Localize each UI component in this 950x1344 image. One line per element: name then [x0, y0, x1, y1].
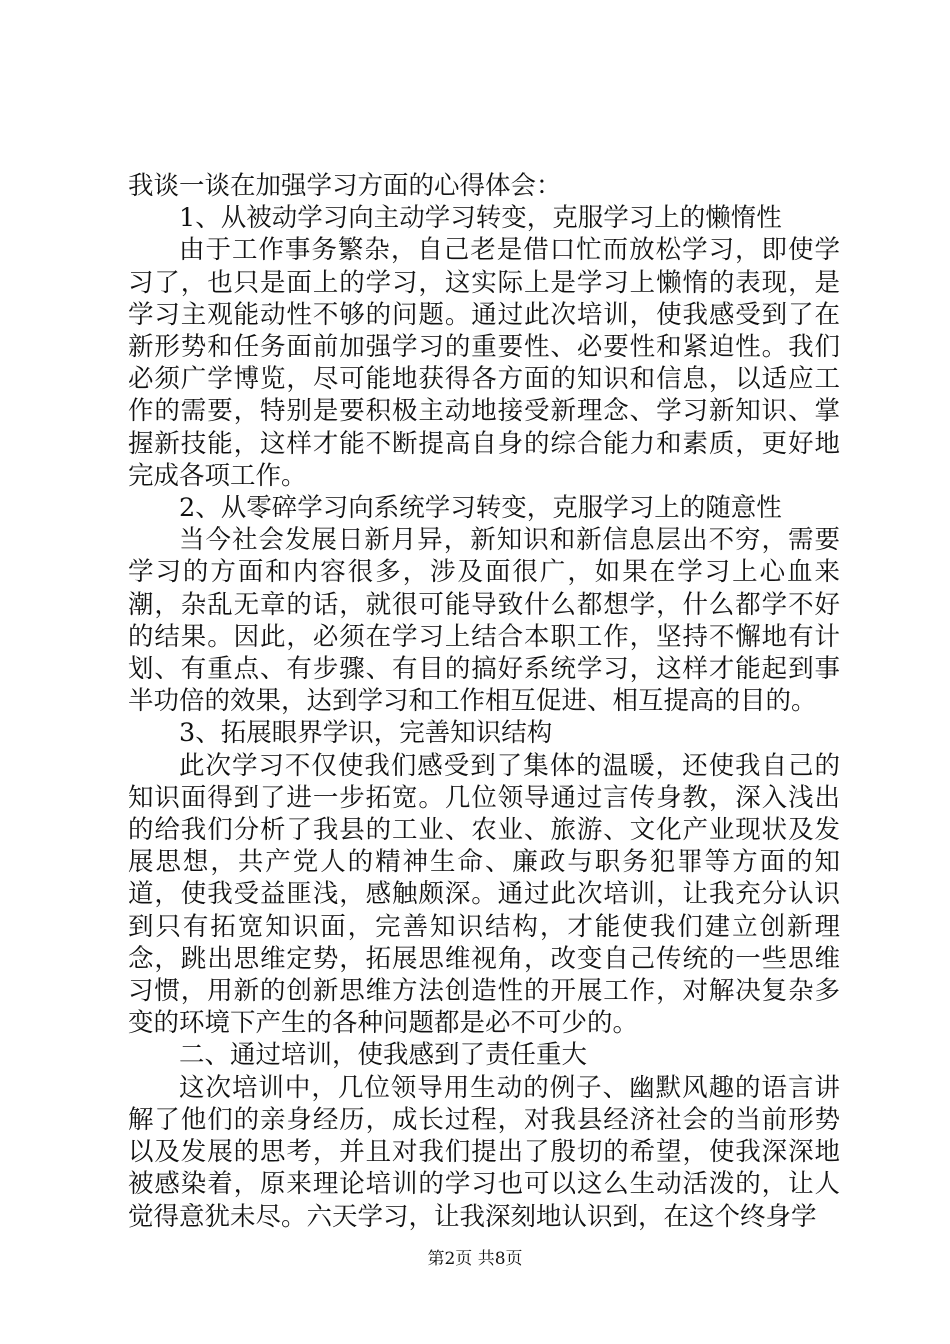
- document-body: [128, 170, 840, 1233]
- heading-responsibility: 二、通过培训，使我感到了责任重大: [179, 1040, 588, 1071]
- paragraph-passive-to-active: 由于工作事务繁杂，自己老是借口忙而放松学习，即使学习了，也只是面上的学习，这实际上是学习上懒惰的表现，是学习主观能动性不够的问题。通过此次培训，使我感受到了在新形势和任务面前加强学习的重要性、必要性和紧迫性。我们必须广学博览，尽可能地获得各方面的知识和信息，以适应工作的需要，特别是要积极主动地接受新理念、学习新知识、掌握新技能，这样才能不断提高自身的综合能力和素质，更好地完成各项工作。: [128, 235, 840, 491]
- paragraph-fragmented-to-systematic: 当今社会发展日新月异，新知识和新信息层出不穷，需要学习的方面和内容很多，涉及面很广，如果在学习上心血来潮，杂乱无章的话，就很可能导致什么都想学，什么都学不好的结果。因此，必须在学习上结合本职工作，坚持不懈地有计划、有重点、有步骤、有目的搞好系统学习，这样才能起到事半功倍的效果，达到学习和工作相互促进、相互提高的目的。: [128, 525, 840, 717]
- heading-fragmented-to-systematic: 2、从零碎学习向系统学习转变，克服学习上的随意性: [179, 493, 782, 524]
- heading-broaden-knowledge: 3、拓展眼界学识，完善知识结构: [179, 718, 553, 749]
- paragraph-responsibility: 这次培训中，几位领导用生动的例子、幽默风趣的语言讲解了他们的亲身经历，成长过程，对我县经济社会的当前形势以及发展的思考，并且对我们提出了殷切的希望，使我深深地被感染着，原来理论培训的学习也可以这么生动活泼的，让人觉得意犹未尽。六天学习，让我深刻地认识到，在这个终身学: [128, 1072, 840, 1232]
- paragraph-broaden-knowledge: 此次学习不仅使我们感受到了集体的温暖，还使我自己的知识面得到了进一步拓宽。几位领导通过言传身教，深入浅出的给我们分析了我县的工业、农业、旅游、文化产业现状及发展思想，共产党人的精神生命、廉政与职务犯罪等方面的知道，使我受益匪浅，感触颇深。通过此次培训，让我充分认识到只有拓宽知识面，完善知识结构，才能使我们建立创新理念，跳出思维定势，拓展思维视角，改变自己传统的一些思维习惯，用新的创新思维方法创造性的开展工作，对解决复杂多变的环境下产生的各种问题都是必不可少的。: [128, 750, 840, 1039]
- page-number-footer: 第2页 共8页: [427, 1249, 523, 1269]
- paragraph-intro: 我谈一谈在加强学习方面的心得体会：: [128, 171, 562, 201]
- heading-passive-to-active: 1、从被动学习向主动学习转变，克服学习上的懒惰性: [179, 203, 782, 234]
